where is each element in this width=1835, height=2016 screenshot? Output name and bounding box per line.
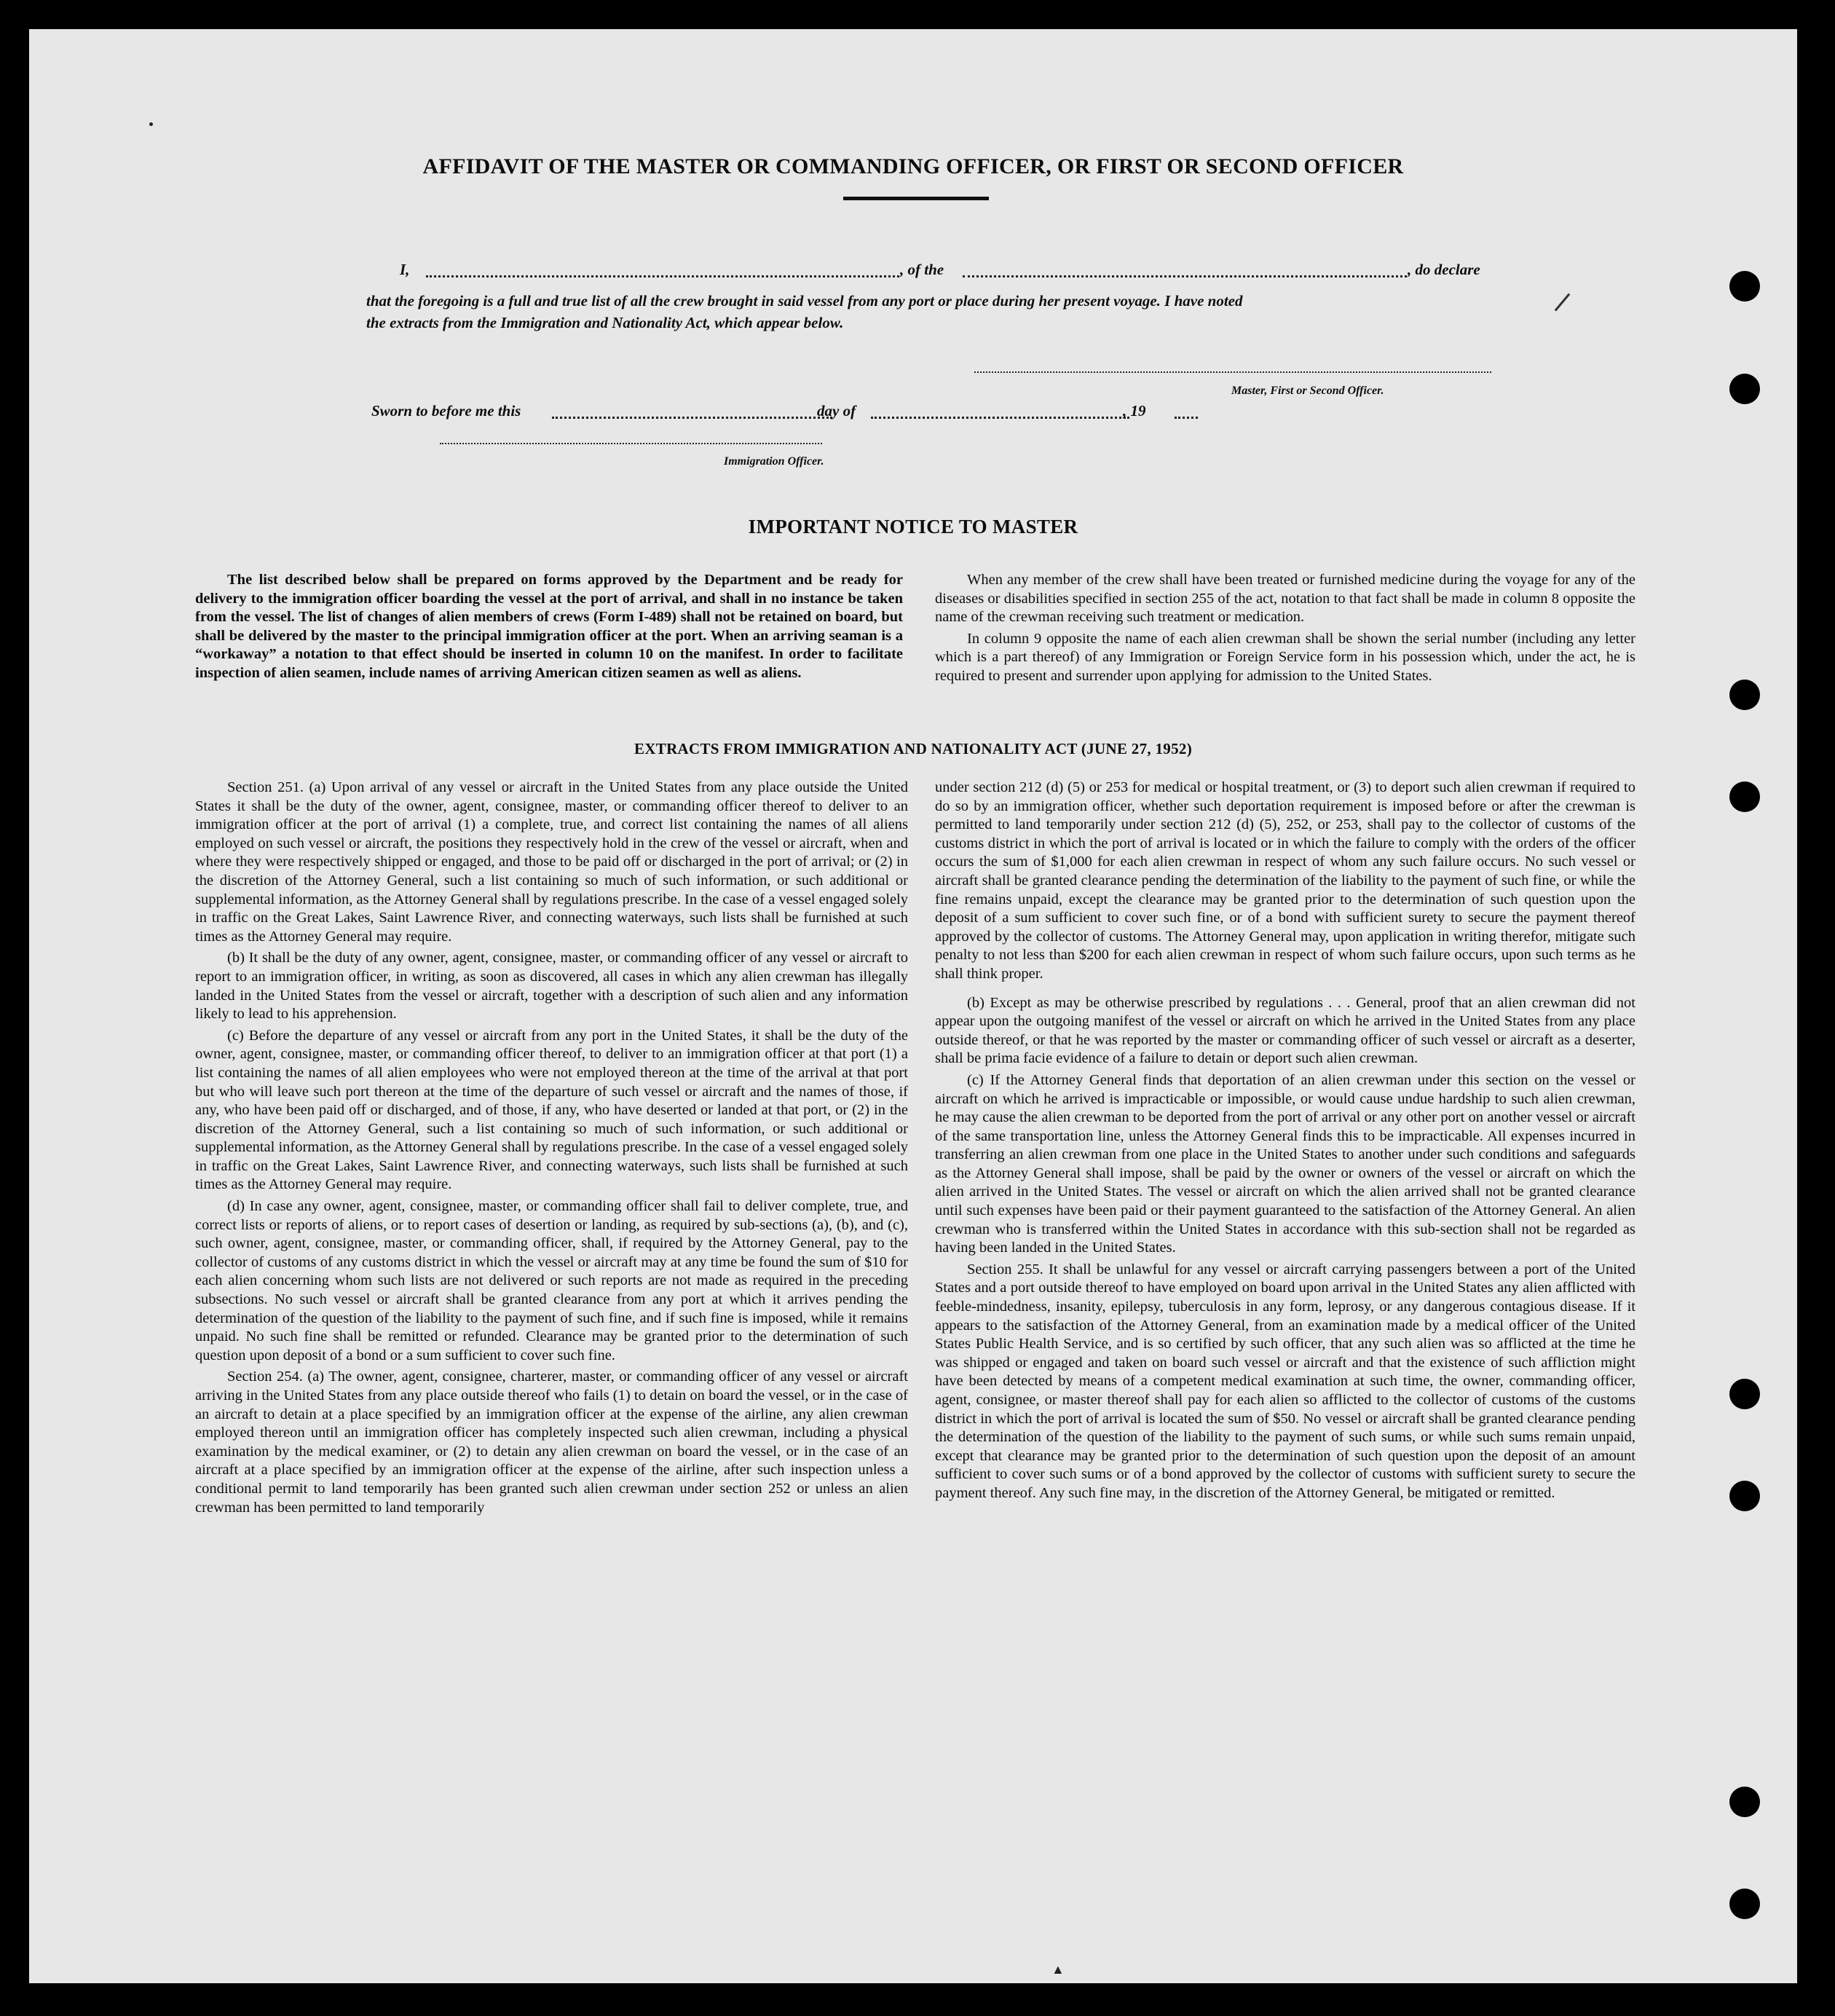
master-signature-field[interactable]: [974, 357, 1491, 373]
declarant-name-field[interactable]: [426, 261, 899, 277]
section-paragraph: under section 212 (d) (5) or 253 for medical or hospital treatment, or (3) to deport such alien crewman if required to do so by an immigration officer, whether such deportation requirement is imposed before or after the crewman is permitted to land temporarily under section 212 (d) (5), 252, or 253, shall pay to the collector of customs of the customs district in which the port of arrival is located or in which the failure to comply with the orders of the officer occurs the sum of $1,000 for each alien crewman in respect of whom any such failure occurs. No such vessel or aircraft shall be granted clearance pending the determination of the liability to the payment of such fine, or while the fine remains unpaid, except the clearance may be granted prior to the determination of such question upon the deposit of a sum sufficient to cover such fine, or of a bond with sufficient surety to secure the payment thereof approved by the collector of customs. The Attorney General may, upon application in writing therefor, mitigate such penalty to not less than $200 for each alien crewman in respect of whom such failure occurs, upon such terms as he shall think proper.: [935, 779, 1635, 982]
master-signature-caption: Master, First or Second Officer.: [1231, 385, 1384, 397]
extracts-title: EXTRACTS FROM IMMIGRATION AND NATIONALITY ACT (JUNE 27, 1952): [634, 740, 1192, 757]
section-paragraph: (b) Except as may be otherwise prescribed by regulations . . . General, proof that an alien crewman did not appear upon the outgoing manifest of the vessel or aircraft on which he arrived in the United States from any place outside thereof, or that he was reported by the master or commanding officer of such vessel or aircraft as a deserter, shall be prima facie evidence of a failure to detain or deport such alien crewman.: [935, 994, 1635, 1067]
section-paragraph: (c) Before the departure of any vessel or aircraft from any port in the United States, it shall be the duty of the owner, agent, consignee, master, or commanding officer thereof, to deliver to an immigration officer at that port (1) a list containing the names of all alien employees who were not employed thereon at the time of the arrival at that port but who will leave such port thereon at the time of the departure of such vessel or aircraft and the names of those, if any, who have been paid off or discharged, and of those, if any, who have deserted or landed at that port, or (2) in the discretion of the Attorney General, such a list containing so much of such information, or such additional or supplemental information, as the Attorney General shall by regulations prescribe. In the case of a vessel engaged solely in traffic on the Great Lakes, Saint Lawrence River, and connecting waterways, such lists shall be furnished at such times as the Attorney General may require.: [195, 1027, 908, 1193]
notice-right-column: [935, 571, 1635, 686]
sworn-month-field[interactable]: [871, 402, 1129, 419]
notice-title: IMPORTANT NOTICE TO MASTER: [748, 516, 1078, 538]
vessel-name-field[interactable]: [963, 261, 1407, 277]
arrow-mark: ▲: [1051, 1962, 1065, 1977]
declarant-label: I,: [400, 261, 410, 278]
declaration-text: the extracts from the Immigration and Nationality Act, which appear below.: [366, 314, 844, 331]
immigration-officer-caption: Immigration Officer.: [724, 455, 824, 468]
punch-hole: [1729, 1379, 1760, 1409]
punch-hole: [1729, 680, 1760, 710]
immigration-officer-signature-field[interactable]: [440, 428, 822, 444]
punch-hole: [1729, 271, 1760, 302]
notice-paragraph: When any member of the crew shall have been treated or furnished medicine during the voyage for any of the diseases or disabilities specified in section 255 of the act, notation to that fact shall be made in column 8 opposite the name of the crewman receiving such treatment or medication.: [935, 572, 1635, 626]
show-through-text: [29, 200, 70, 247]
of-the-label: , of the: [900, 261, 944, 278]
sworn-day-field[interactable]: [552, 402, 832, 419]
affidavit-title: AFFIDAVIT OF THE MASTER OR COMMANDING OFFICER, OR FIRST OR SECOND OFFICER: [422, 154, 1404, 178]
section-paragraph: (b) It shall be the duty of any owner, agent, consignee, master, or commanding officer of any vessel or aircraft to report to an immigration officer, in writing, as soon as discovered, all cases in which any alien crewman has illegally landed in the United States from the vessel or aircraft, together with a description of such alien and any information likely to lead to his apprehension.: [195, 950, 908, 1023]
section-paragraph: Section 251. (a) Upon arrival of any vessel or aircraft in the United States from any place outside the United States it shall be the duty of the owner, agent, consignee, master, or commanding officer thereof to deliver to an immigration officer at the port of arrival (1) a complete, true, and correct list containing the names of all aliens employed on such vessel or aircraft, the positions they respectively hold in the crew of the vessel or aircraft, when and where they were respectively shipped or engaged, and those to be paid off or discharged in the port of arrival; or (2) in the discretion of the Attorney General, such a list containing so much of such information, or such additional or supplemental information, as the Attorney General shall by regulations prescribe. In the case of a vessel engaged solely in traffic on the Great Lakes, Saint Lawrence River, and connecting waterways, such lists shall be furnished at such times as the Attorney General may require.: [195, 779, 908, 945]
extracts-right-column: [935, 779, 1635, 1503]
extracts-left-column: [195, 779, 908, 1517]
section-paragraph: Section 254. (a) The owner, agent, consignee, charterer, master, or commanding officer of any vessel or aircraft arriving in the United States from any place outside thereof who fails (1) to detain on board the vessel, or in the case of an aircraft to detain at a place specified by an immigration officer at the expense of the airline, any alien crewman employed thereon until an immigration officer has completely inspected such alien crewman, including a physical examination by the medical examiner, or (2) to detain any alien crewman on board the vessel, or in the case of an aircraft at a place specified by an immigration officer at the expense of the airline, after such inspection unless a conditional permit to land temporarily has been granted such alien crewman under section 252 or unless an alien crewman has been permitted to land temporarily: [195, 1369, 908, 1516]
section-paragraph: Section 255. It shall be unlawful for any vessel or aircraft carrying passengers between a port of the United States and a port outside thereof to have employed on board upon arrival in the United States any alien afflicted with feeble-mindedness, insanity, epilepsy, tuberculosis in any form, leprosy, or any dangerous contagious disease. If it appears to the satisfaction of the Attorney General, from an examination made by a medical officer of the United States Public Health Service, and is so certified by such officer, that any such alien was so afflicted at the time he was shipped or engaged and taken on board such vessel or aircraft and that the existence of such affliction might have been detected by means of a competent medical examination at such time, the owner, commanding officer, agent, consignee, or master thereof shall pay for each alien so afflicted to the collector of customs of the customs district in which the port of arrival is located the sum of $50. No vessel or aircraft shall be granted clearance pending the determination of the question of the liability to the payment of such sums, or while such sums remain unpaid, except that clearance may be granted prior to the determination of such question upon the deposit of an amount sufficient to cover such sums or of a bond approved by the collector of customs with sufficient surety to secure the payment thereof. Any such fine may, in the discretion of the Attorney General, be mitigated or remitted.: [935, 1261, 1635, 1501]
pen-mark: [1555, 294, 1571, 312]
speck-mark: [149, 122, 153, 126]
show-through-text: [495, 115, 524, 149]
day-of-label: day of: [817, 402, 856, 420]
punch-hole: [1729, 1889, 1760, 1919]
document-page: [29, 29, 1797, 1983]
section-paragraph: (c) If the Attorney General finds that deportation of an alien crewman under this section on the vessel or aircraft on which he arrived is impracticable or impossible, or would cause undue hardship to such alien crewman, he may cause the alien crewman to be deported from the port of arrival or any other port on another vessel or aircraft of the same transportation line, unless the Attorney General finds this to be impracticable. All expenses incurred in transferring an alien crewman from one place in the United States to another under such conditions and safeguards as the Attorney General shall impose, shall be paid by the owner or owners of the vessel or aircraft on which the alien arrived in the United States. The vessel or aircraft on which the alien arrived shall not be granted clearance until such expenses have been paid or their payment guaranteed to the satisfaction of the Attorney General. An alien crewman who is transferred within the United States in accordance with this sub-section shall not be regarded as having been landed in the United States.: [935, 1071, 1635, 1256]
notice-left-column: [195, 571, 903, 683]
year-label: , 19: [1123, 402, 1146, 420]
punch-hole: [1729, 374, 1760, 404]
title-underline: [843, 197, 989, 200]
punch-hole: [1729, 1787, 1760, 1817]
punch-hole: [1729, 1481, 1760, 1511]
declaration-text: that the foregoing is a full and true list of all the crew brought in said vessel from any port or place during her present voyage. I have noted: [366, 292, 1243, 310]
notice-paragraph: In column 9 opposite the name of each alien crewman shall be shown the serial number (including any letter which is a part thereof) of any Immigration or Foreign Service form in his possession which, under the act, he is required to present and surrender upon applying for admission to the United States.: [935, 630, 1635, 684]
punch-hole: [1729, 781, 1760, 812]
sworn-label: Sworn to before me this: [371, 402, 521, 420]
do-declare-label: , do declare: [1408, 261, 1480, 278]
notice-paragraph: The list described below shall be prepared on forms approved by the Department and be ready for delivery to the immigration officer boarding the vessel at the port of arrival, and shall in no instance be taken from the vessel. The list of changes of alien members of crews (Form I-489) shall not be retained on board, but shall be delivered by the master to the principal immigration officer at the port. When an arriving seaman is a “workaway” a notation to that effect should be inserted in column 10 on the manifest. In order to facilitate inspection of alien seamen, include names of arriving American citizen seamen as well as aliens.: [195, 572, 903, 681]
sworn-year-field[interactable]: [1175, 402, 1198, 419]
section-paragraph: (d) In case any owner, agent, consignee, master, or commanding officer shall fail to deliver complete, true, and correct lists or reports of aliens, or to report cases of desertion or landing, as required by sub-sections (a), (b), and (c), such owner, agent, consignee, master, or commanding officer, shall, if required by the Attorney General, pay to the collector of customs of any customs district in which the vessel or aircraft may at any time be found the sum of $10 for each alien concerning whom such lists are not delivered or such reports are not made as required in the preceding subsections. No such vessel or aircraft shall be granted clearance from any port at which it arrives pending the determination of the question of the liability to the payment of such fine, and if such fine is imposed, while it remains unpaid. No such fine shall be remitted or refunded. Clearance may be granted prior to the determination of such question upon deposit of a bond or a sum sufficient to cover such fine.: [195, 1198, 908, 1363]
